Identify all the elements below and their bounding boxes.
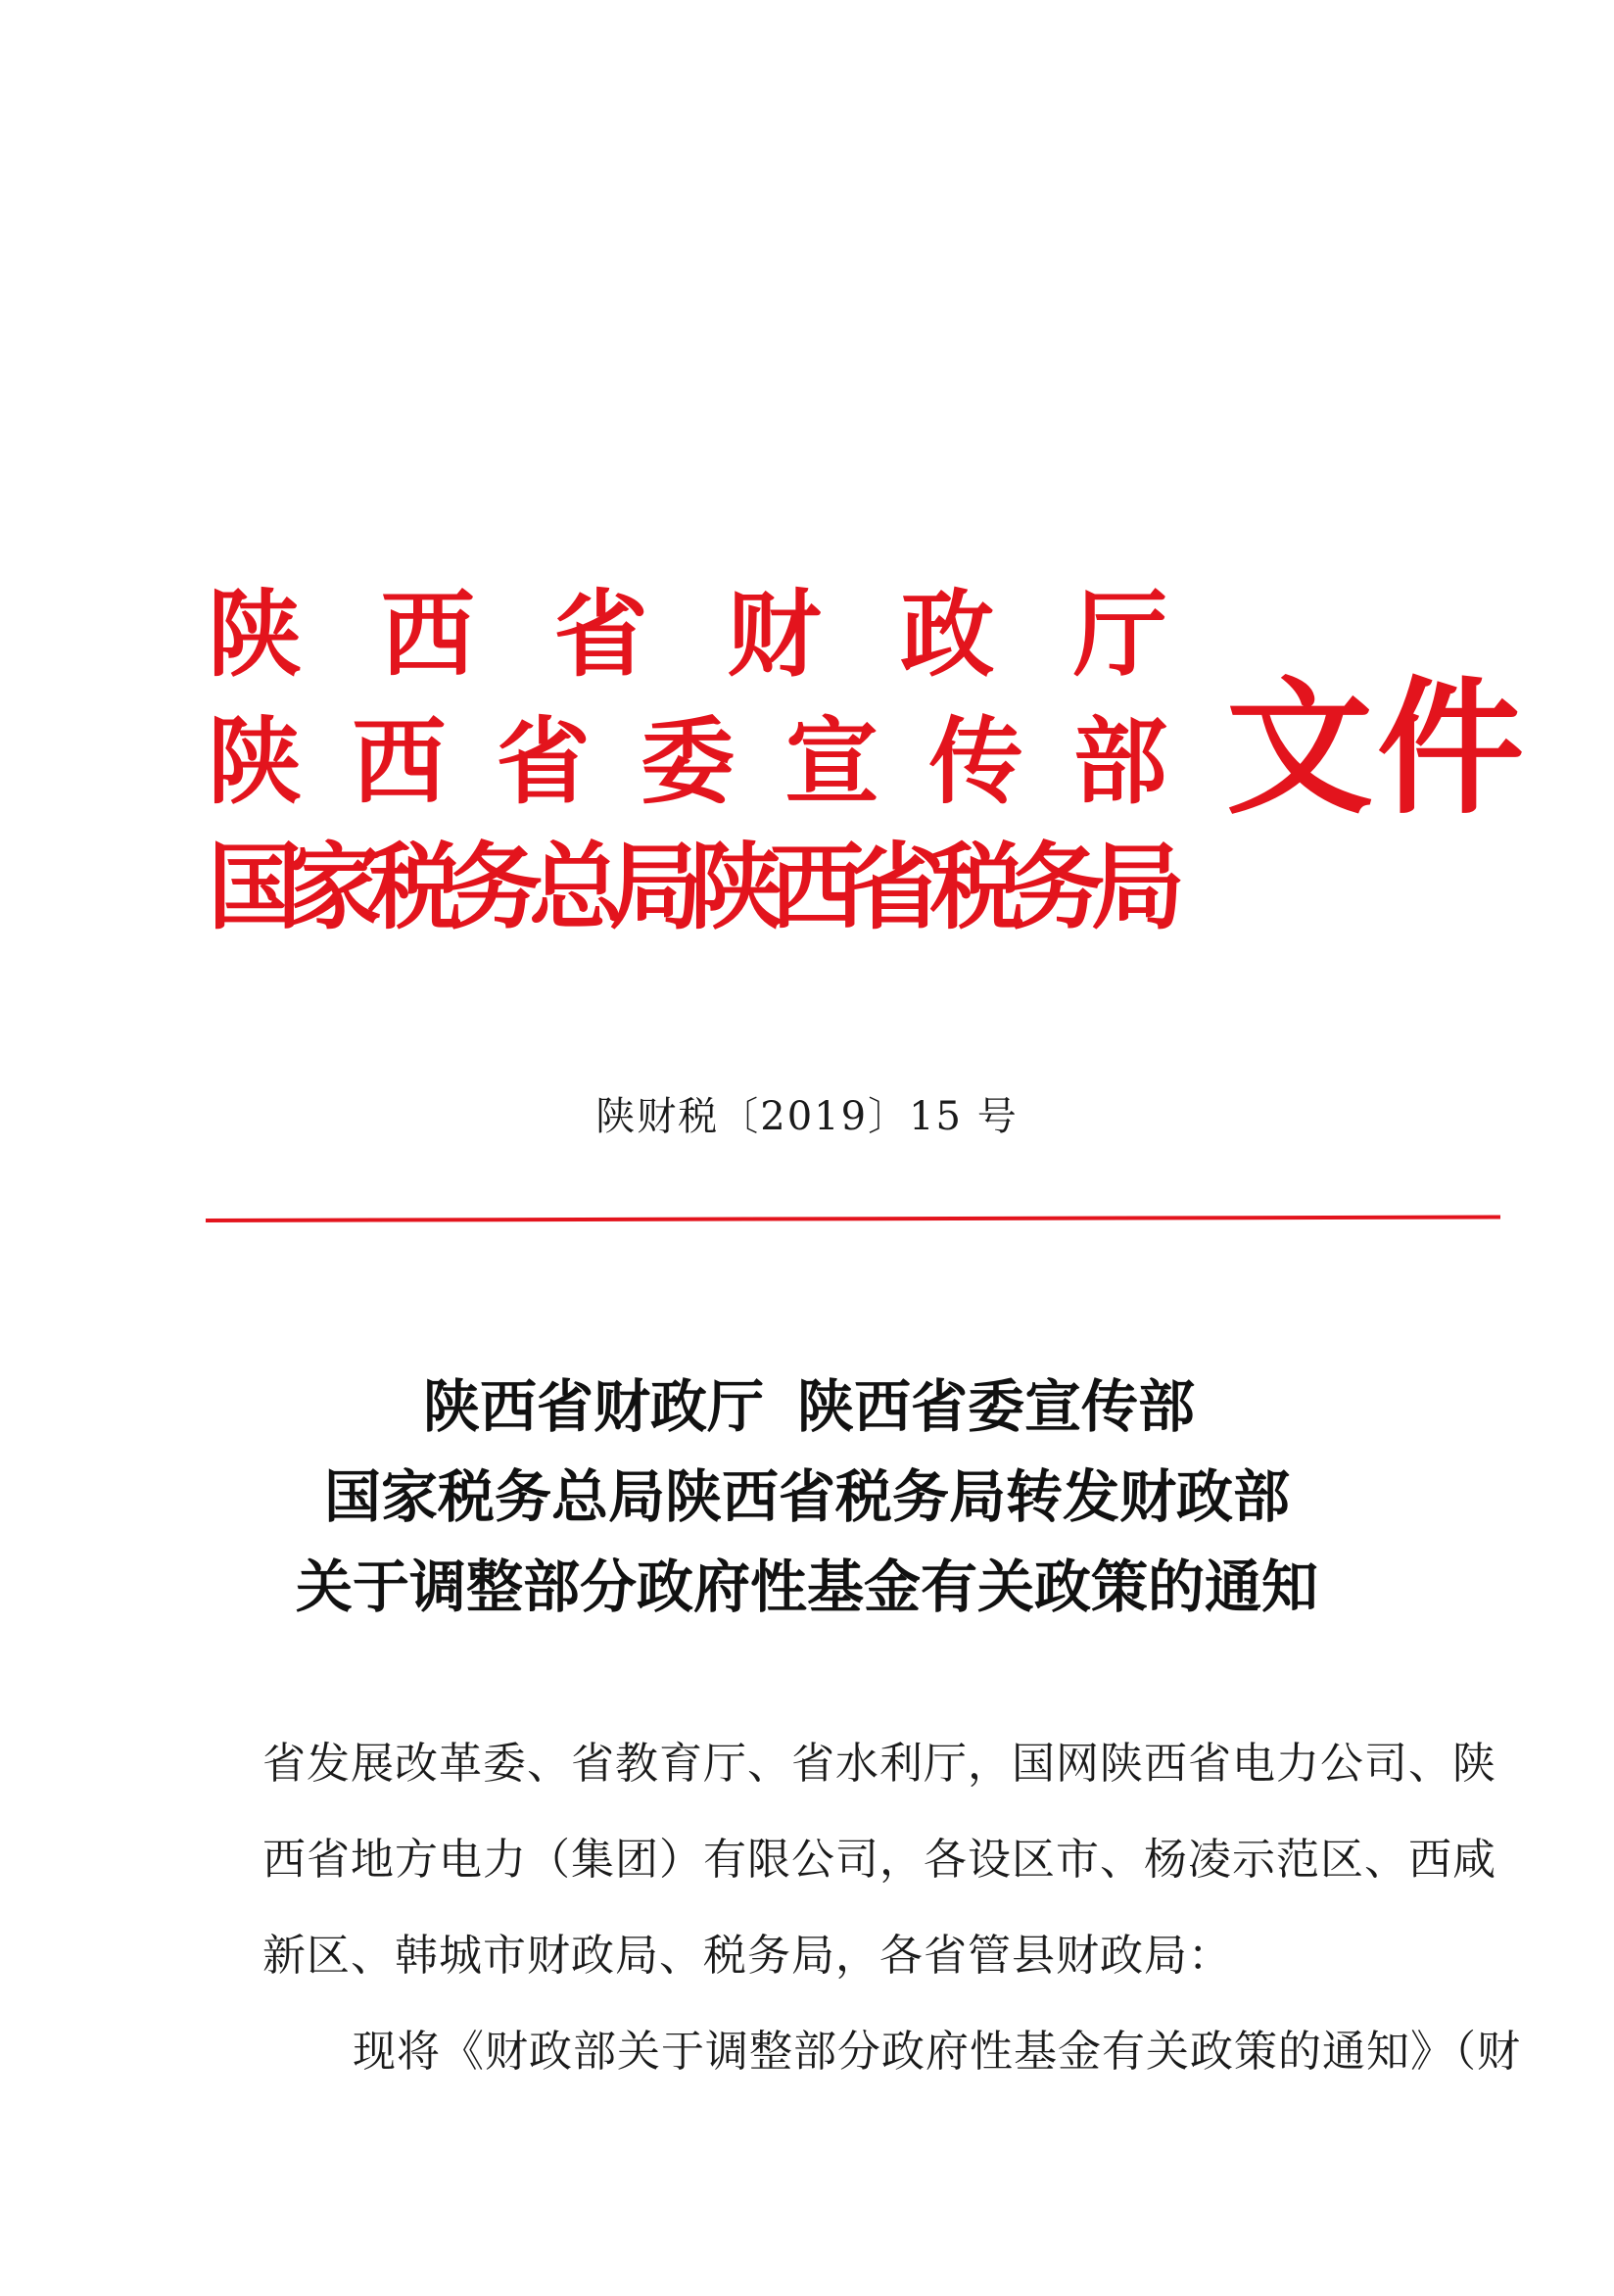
issuer-char: 总 (529, 833, 623, 942)
issuer-char: 委 (640, 707, 735, 817)
document-title (0, 1362, 1614, 1632)
issuer-char: 传 (928, 707, 1023, 817)
issuer-char: 务 (449, 833, 543, 942)
red-separator-line (206, 1216, 1500, 1222)
issuer-char: 政 (900, 580, 995, 690)
issuer-char: 局 (1091, 833, 1185, 942)
body-paragraph-line: 现将《财政部关于调整部分政府性基金有关政策的通知》（财 (353, 2027, 1521, 2077)
issuer-shaanxi-tax-bureau (208, 829, 1185, 946)
issuer-char: 财 (727, 580, 822, 690)
issuer-char: 省 (496, 707, 591, 817)
issuer-char: 省 (553, 580, 648, 690)
issuer-char: 厅 (1072, 580, 1167, 690)
issuer-char: 陕 (208, 580, 302, 690)
issuer-char: 部 (1072, 707, 1167, 817)
issuer-char: 西 (380, 580, 475, 690)
issuer-char: 务 (1011, 833, 1105, 942)
addressee-line-3: 新区、韩城市财政局、税务局，各省管县财政局： (262, 1931, 1232, 1981)
issuer-shaanxi-propaganda-department (208, 703, 1167, 821)
issuer-shaanxi-finance-department (208, 576, 1167, 694)
document-body (262, 1716, 1521, 2100)
title-line-1-part-a: 陕西省财政厅 (422, 1373, 764, 1440)
issuer-char: 国 (208, 833, 302, 942)
issuer-char: 税 (930, 833, 1024, 942)
issuer-char: 宣 (784, 707, 879, 817)
issuer-char: 西 (770, 833, 864, 942)
red-letterhead (208, 576, 1529, 968)
issuer-char: 陕 (689, 833, 783, 942)
issuer-char: 局 (609, 833, 703, 942)
addressee-line-1: 省发展改革委、省教育厅、省水利厅，国网陕西省电力公司、陕 (262, 1739, 1496, 1789)
issuer-char: 家 (288, 833, 382, 942)
title-line-1 (0, 1362, 1614, 1452)
addressee-line-2: 西省地方电力（集团）有限公司，各设区市、杨凌示范区、西咸 (262, 1835, 1496, 1885)
title-line-1-part-b: 陕西省委宣传部 (797, 1373, 1196, 1440)
title-line-2: 国家税务总局陕西省税务局转发财政部 (323, 1463, 1290, 1530)
issuer-char: 西 (352, 707, 447, 817)
issuer-char: 税 (368, 833, 462, 942)
document-number: 陕财税〔2019〕15 号 (595, 1094, 1019, 1139)
issuer-char: 陕 (208, 707, 302, 817)
issuer-char: 省 (850, 833, 944, 942)
document-suffix-wenjian: 文件 (1226, 664, 1529, 835)
title-line-3: 关于调整部分政府性基金有关政策的通知 (295, 1554, 1318, 1620)
